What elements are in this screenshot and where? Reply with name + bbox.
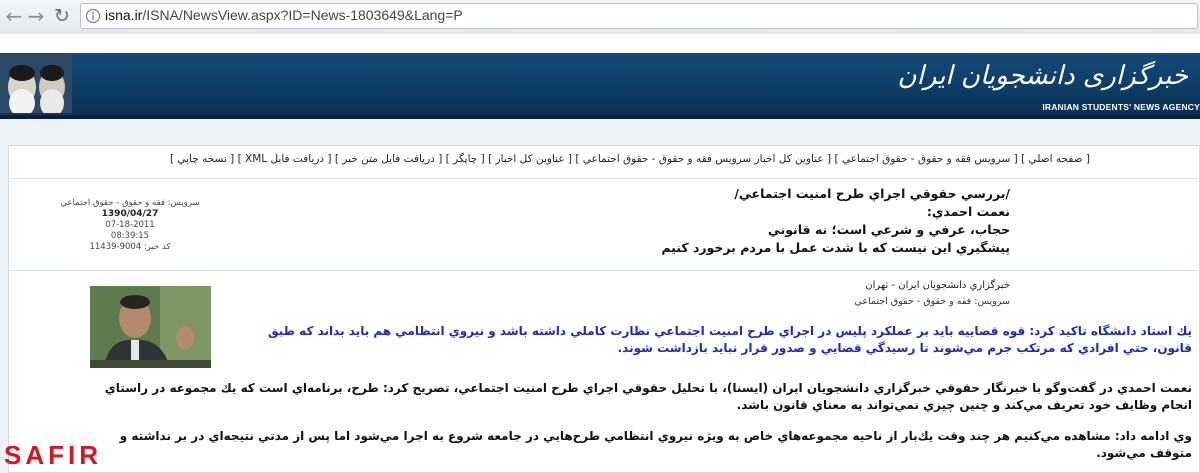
article-paragraph: نعمت احمدي در گفت‌وگو با خبرنگار حقوقي خبرگزاري دانشجويان ايران (ايسنا)، با تحليل حقوقي اجراي طرح امنيت اجتماعي، تصريح كرد: طرح، برنامه‌اي است كه يك مجموعه در راستاي انجام وظايف خود تعريف مي‌كند و چنين چيزي نمي‌تواند به معناي قانون باشد. [104,381,1192,412]
reload-icon[interactable]: ↻ [54,5,70,27]
article-lead: يك استاد دانشگاه تاكيد كرد: قوه قضاييه بايد بر عملكرد پليس در اجراي طرح امنيت اجتماعي نظارت كاملي داشته باشد و نيروي انتظامي هم بايد بداند كه طبق قانون، حتي افرادي كه مرتكب جرم مي‌شوند تا رسيدگي قضايي و صدور قرار نبايد بازداشت شوند. [267,324,1192,355]
address-bar[interactable] [80,3,1198,29]
article-paragraph: وي ادامه داد: مشاهده مي‌كنيم هر چند وقت يك‌بار از ناحيه مجموعه‌هاي خاص به ويژه نيروي انتظامي طرح‌هايي در جامعه شروع به اجرا مي‌شود اما پس از مدتي نتيجه‌اي در بر نداشته و متوقف مي‌شود. [119,429,1192,460]
meta-news-code: كد خبر: 9004-11439 [89,242,171,252]
headline-speaker: نعمت احمدي: [926,204,1010,219]
menu-home[interactable]: [ صفحه اصلي ] [1021,153,1090,165]
banner-top-strip [0,34,1200,53]
menu-print-version[interactable]: [ نسخه چاپي ] [169,153,235,165]
meta-date-gregorian: 07-18-2011 [105,220,155,230]
url-path: /ISNA/NewsView.aspx?ID=News-1803649&Lang=P [142,7,463,23]
divider-line [10,178,1198,179]
menu-service[interactable]: [ سرويس فقه و حقوق - حقوق اجتماعي ] [834,153,1018,165]
url-text[interactable] [105,7,463,23]
watermark-logo: SAFIR [4,440,102,470]
menu-download-text[interactable]: [ دريافت فايل متن خبر ] [334,153,443,165]
headline-main: حجاب، عرفي و شرعي است؛ نه قانوني [767,222,1010,237]
meta-time: 08:39:15 [110,231,150,241]
menu-download-xml[interactable]: [ دريافت فايل XML ] [237,153,332,165]
divider-line [10,270,1198,271]
site-banner [0,53,1200,119]
site-logo-english: IRANIAN STUDENTS' NEWS AGENCY [1042,102,1200,112]
menu-printer[interactable]: [ چاپگر ] [445,153,485,165]
browser-toolbar [0,0,1200,35]
news-menu [170,153,1090,165]
portraits-image [0,53,72,119]
page-icon [85,8,101,24]
site-logo-persian[interactable]: خبرگزاری دانشجویان ایران [897,61,1188,91]
article-source: خبرگزاري دانشجويان ايران - تهران [865,280,1010,291]
news-metadata [55,198,205,253]
article-photo [90,286,211,368]
meta-service: سرويس: فقه و حقوق - حقوق اجتماعي [60,198,200,208]
article-service: سرويس: فقه و حقوق - حقوق اجتماعي [854,296,1010,307]
meta-date-persian: 1390/04/27 [101,209,159,219]
headline-sub: پيشگيري اين نيست كه با شدت عمل با مردم برخورد كنيم [661,240,1010,255]
headline-block [661,185,1010,257]
menu-service-headlines[interactable]: [ عناوين كل اخبار سرويس فقه و حقوق - حقوق اجتماعي ] [575,153,832,165]
menu-all-headlines[interactable]: [ عناوين كل اخبار ] [488,153,573,165]
headline-topic: /بررسي حقوقي اجراي طرح امنيت اجتماعي/ [734,186,1010,201]
url-host: isna.ir [105,7,143,23]
back-arrow-icon[interactable]: ← [5,4,23,28]
forward-arrow-icon[interactable]: → [27,4,45,28]
